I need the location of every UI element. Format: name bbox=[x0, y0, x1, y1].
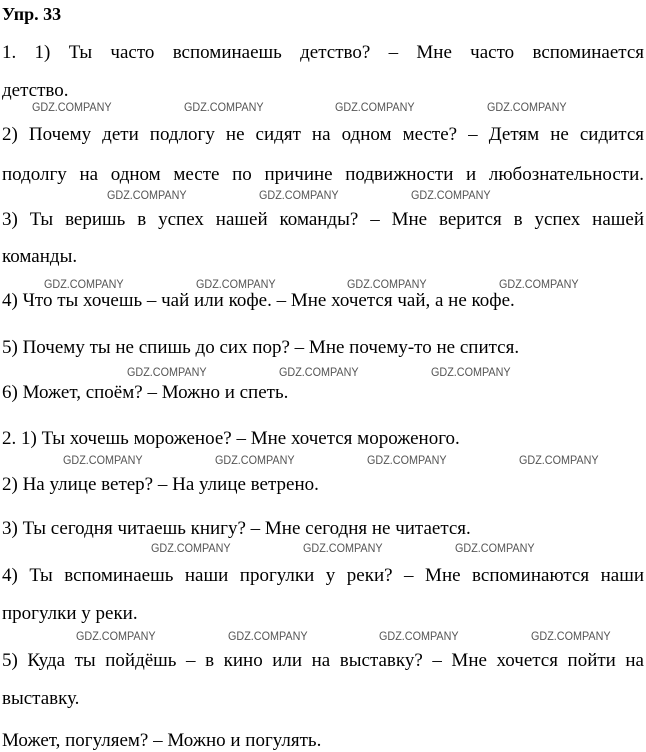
text-line: команды. bbox=[2, 246, 78, 267]
watermark: GDZ.COMPANY bbox=[455, 541, 535, 555]
text-line: 1. 1) Ты часто вспоминаешь детство? – Мне часто вспоминается bbox=[2, 42, 644, 63]
watermark: GDZ.COMPANY bbox=[151, 541, 231, 555]
watermark: GDZ.COMPANY bbox=[519, 453, 599, 467]
text-line: 3) Ты сегодня читаешь книгу? – Мне сегодня не читается. bbox=[2, 518, 471, 539]
watermark: GDZ.COMPANY bbox=[76, 629, 156, 643]
text-line: 5) Куда ты пойдёшь – в кино или на выставку? – Мне хочется пойти на bbox=[2, 650, 644, 671]
watermark: GDZ.COMPANY bbox=[335, 100, 415, 114]
watermark: GDZ.COMPANY bbox=[379, 629, 459, 643]
text-line: 2) На улице ветер? – На улице ветрено. bbox=[2, 474, 319, 495]
watermark: GDZ.COMPANY bbox=[303, 541, 383, 555]
watermark: GDZ.COMPANY bbox=[63, 453, 143, 467]
watermark: GDZ.COMPANY bbox=[499, 277, 579, 291]
watermark: GDZ.COMPANY bbox=[215, 453, 295, 467]
watermark: GDZ.COMPANY bbox=[228, 629, 308, 643]
exercise-title: Упр. 33 bbox=[2, 4, 62, 24]
watermark: GDZ.COMPANY bbox=[259, 188, 339, 202]
watermark: GDZ.COMPANY bbox=[531, 629, 611, 643]
watermark: GDZ.COMPANY bbox=[487, 100, 567, 114]
watermark: GDZ.COMPANY bbox=[347, 277, 427, 291]
text-line: 4) Ты вспоминаешь наши прогулки у реки? – Мне вспоминаются наши bbox=[2, 565, 644, 586]
watermark: GDZ.COMPANY bbox=[184, 100, 264, 114]
watermark: GDZ.COMPANY bbox=[279, 365, 359, 379]
watermark: GDZ.COMPANY bbox=[196, 277, 276, 291]
text-line: 3) Ты веришь в успех нашей команды? – Мне верится в успех нашей bbox=[2, 209, 644, 230]
text-line: выставку. bbox=[2, 688, 80, 709]
text-line: 6) Может, споём? – Можно и спеть. bbox=[2, 382, 289, 403]
text-line: Может, погуляем? – Можно и погулять. bbox=[2, 730, 322, 751]
watermark: GDZ.COMPANY bbox=[367, 453, 447, 467]
watermark: GDZ.COMPANY bbox=[431, 365, 511, 379]
text-line: 5) Почему ты не спишь до сих пор? – Мне почему-то не спится. bbox=[2, 337, 520, 358]
text-line: 2) Почему дети подлогу не сидят на одном месте? – Детям не сидится bbox=[2, 124, 644, 145]
watermark: GDZ.COMPANY bbox=[107, 188, 187, 202]
text-line: подолгу на одном месте по причине подвижности и любознательности. bbox=[2, 164, 644, 185]
text-line: 4) Что ты хочешь – чай или кофе. – Мне хочется чай, а не кофе. bbox=[2, 290, 515, 311]
text-line: детство. bbox=[2, 80, 69, 101]
watermark: GDZ.COMPANY bbox=[32, 100, 112, 114]
watermark: GDZ.COMPANY bbox=[411, 188, 491, 202]
text-line: 2. 1) Ты хочешь мороженое? – Мне хочется мороженого. bbox=[2, 428, 460, 449]
watermark: GDZ.COMPANY bbox=[127, 365, 207, 379]
text-line: прогулки у реки. bbox=[2, 603, 138, 624]
watermark: GDZ.COMPANY bbox=[44, 277, 124, 291]
